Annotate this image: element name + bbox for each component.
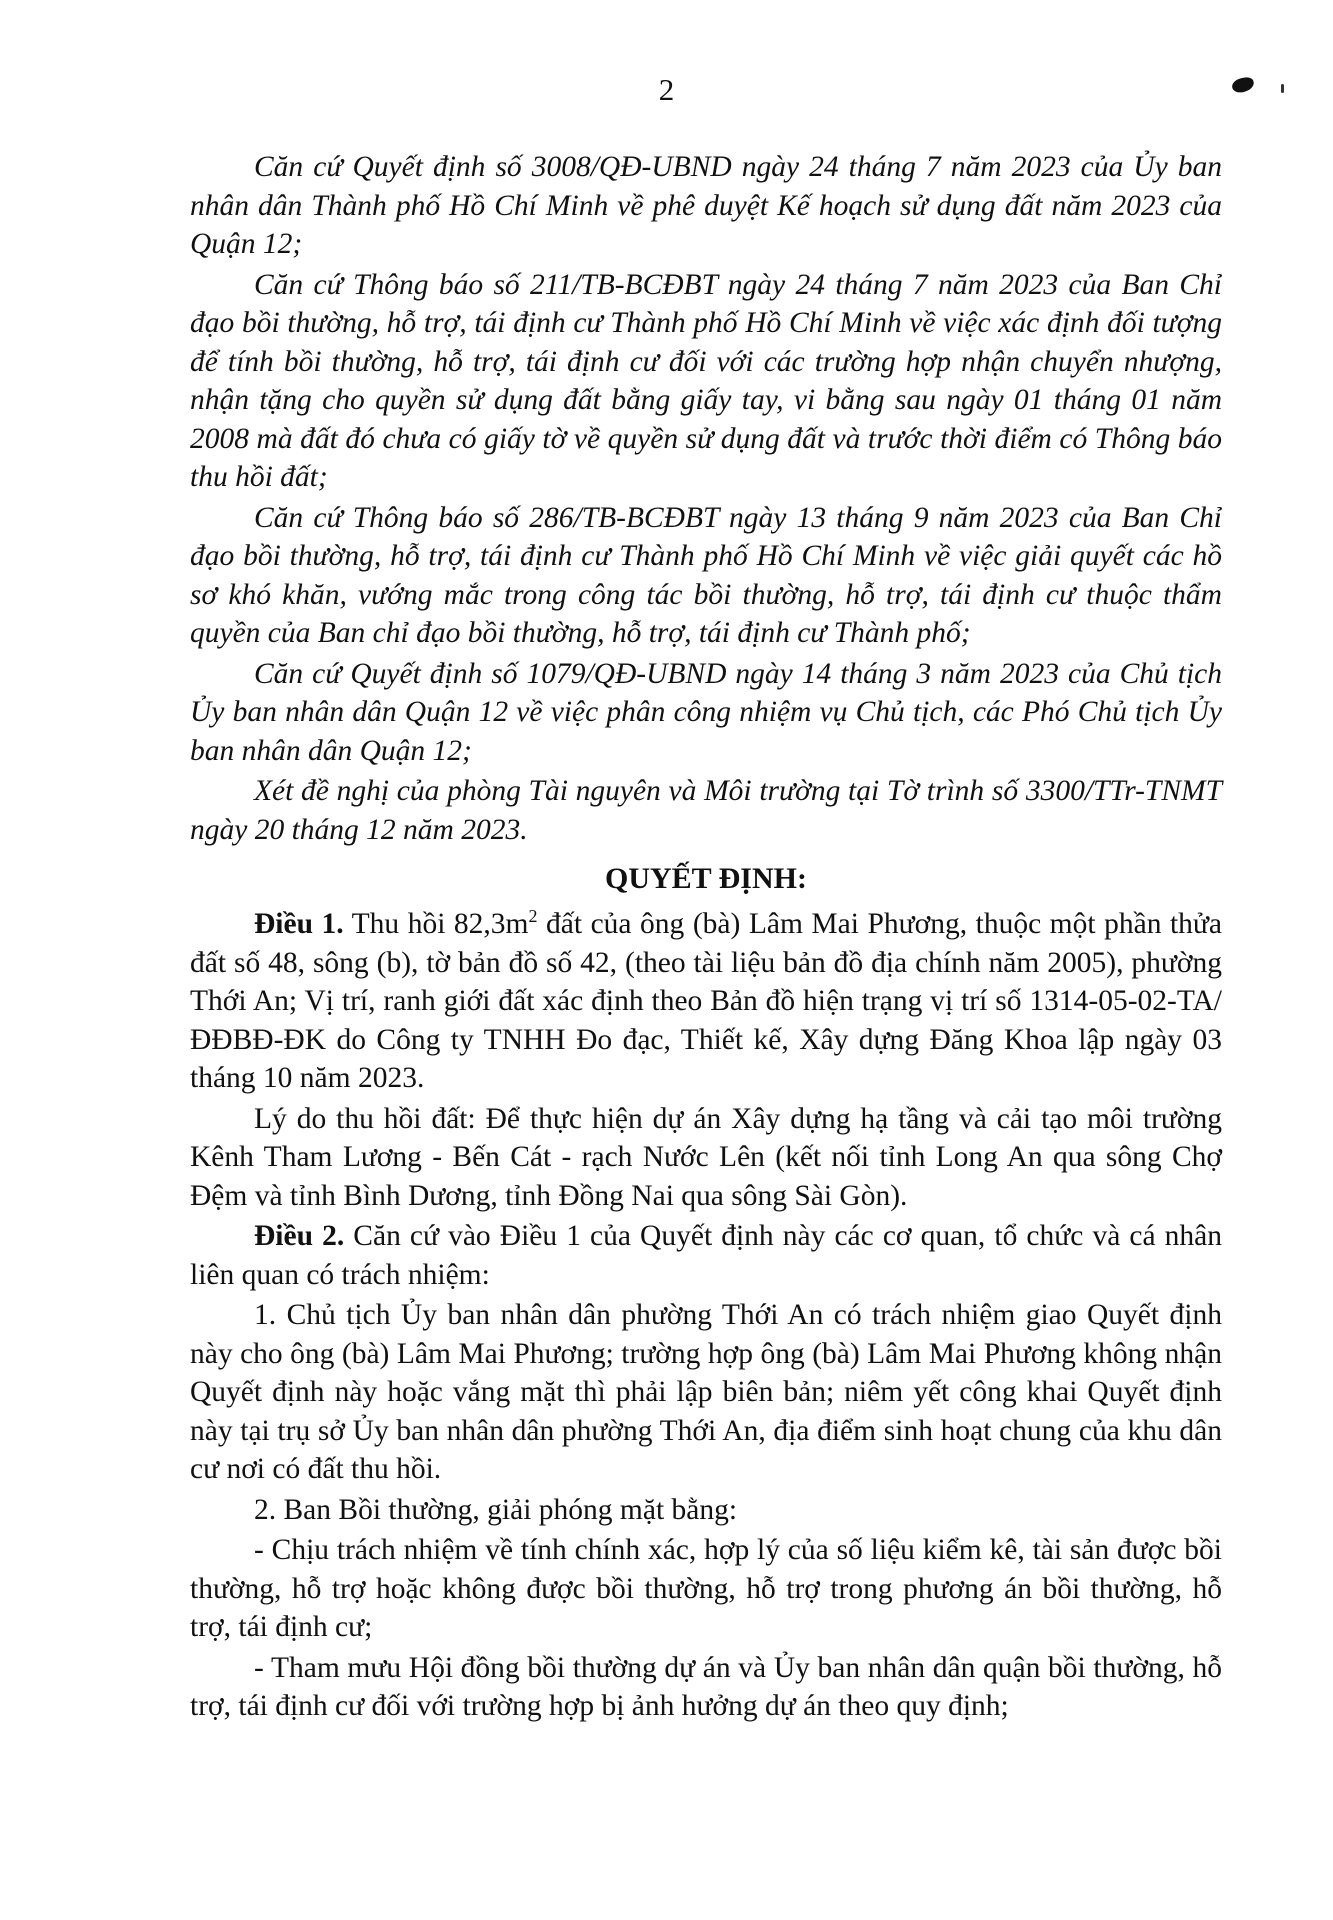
article-2-item: - Tham mưu Hội đồng bồi thường dự án và Ủy ban nhân dân quận bồi thường, hỗ trợ, tái định cư đối với trường hợp bị ảnh hưởng dự án theo quy định;: [190, 1651, 1222, 1722]
article-2-text: Căn cứ vào Điều 1 của Quyết định này các cơ quan, tổ chức và cá nhân liên quan có trách nhiệm:: [190, 1220, 1222, 1291]
article-1-paragraph: [190, 905, 1222, 1098]
article-2-item: - Chịu trách nhiệm về tính chính xác, hợp lý của số liệu kiểm kê, tài sản được bồi thường, hỗ trợ hoặc không được bồi thường, hỗ trợ trong phương án bồi thường, hỗ trợ, tái định cư;: [190, 1534, 1222, 1643]
decision-heading: QUYẾT ĐỊNH:: [605, 862, 807, 895]
preamble-paragraph: Căn cứ Thông báo số 286/TB-BCĐBT ngày 13 tháng 9 năm 2023 của Ban Chỉ đạo bồi thường, hỗ trợ, tái định cư Thành phố Hồ Chí Minh về việc giải quyết các hồ sơ khó khăn, vướng mắc trong công tác bồi thường, hỗ trợ, tái định cư thuộc thẩm quyền của Ban chỉ đạo bồi thường, hỗ trợ, tái định cư Thành phố;: [190, 501, 1222, 649]
article-2-paragraph: [190, 1217, 1222, 1294]
area-unit-superscript: 2: [528, 906, 538, 927]
article-1-text-cont: đất của ông (bà) Lâm Mai Phương, thuộc một phần thửa đất số 48, sông (b), tờ bản đồ số 42, (theo tài liệu bản đồ địa chính năm 2005), phường Thới An; Vị trí, ranh giới đất xác định theo Bản đồ hiện trạng vị trí số 1314-05-02-TA/ĐĐBĐ-ĐK do Công ty TNHH Đo đạc, Thiết kế, Xây dựng Đăng Khoa lập ngày 03 tháng 10 năm 2023.: [190, 908, 1222, 1094]
preamble-paragraph: Xét đề nghị của phòng Tài nguyên và Môi trường tại Tờ trình số 3300/TTr-TNMT ngày 20 tháng 12 năm 2023.: [190, 775, 1222, 846]
article-2-label: Điều 2.: [254, 1220, 345, 1252]
article-1-reason: Lý do thu hồi đất: Để thực hiện dự án Xây dựng hạ tầng và cải tạo môi trường Kênh Tham Lương - Bến Cát - rạch Nước Lên (kết nối tỉnh Long An qua sông Chợ Đệm và tỉnh Bình Dương, tỉnh Đồng Nai qua sông Sài Gòn).: [190, 1102, 1222, 1212]
document-body: [190, 148, 1222, 1728]
preamble-paragraph: Căn cứ Thông báo số 211/TB-BCĐBT ngày 24 tháng 7 năm 2023 của Ban Chỉ đạo bồi thường, hỗ trợ, tái định cư Thành phố Hồ Chí Minh về việc xác định đối tượng để tính bồi thường, hỗ trợ, tái định cư đối với các trường hợp nhận chuyển nhượng, nhận tặng cho quyền sử dụng đất bằng giấy tay, vi bằng sau ngày 01 tháng 01 năm 2008 mà đất đó chưa có giấy tờ về quyền sử dụng đất và trước thời điểm có Thông báo thu hồi đất;: [190, 268, 1222, 493]
article-2-item: 1. Chủ tịch Ủy ban nhân dân phường Thới An có trách nhiệm giao Quyết định này cho ông (bà) Lâm Mai Phương; trường hợp ông (bà) Lâm Mai Phương không nhận Quyết định này hoặc vắng mặt thì phải lập biên bản; niêm yết công khai Quyết định này tại trụ sở Ủy ban nhân dân phường Thới An, địa điểm sinh hoạt chung của khu dân cư nơi có đất thu hồi.: [190, 1299, 1222, 1485]
scan-mark: [1281, 84, 1284, 93]
article-1-text: Thu hồi 82,3m: [343, 908, 529, 940]
preamble-paragraph: Căn cứ Quyết định số 3008/QĐ-UBND ngày 24 tháng 7 năm 2023 của Ủy ban nhân dân Thành phố Hồ Chí Minh về phê duyệt Kế hoạch sử dụng đất năm 2023 của Quận 12;: [190, 151, 1222, 260]
page-number: 2: [658, 72, 675, 107]
preamble-paragraph: Căn cứ Quyết định số 1079/QĐ-UBND ngày 14 tháng 3 năm 2023 của Chủ tịch Ủy ban nhân dân Quận 12 về việc phân công nhiệm vụ Chủ tịch, các Phó Chủ tịch Ủy ban nhân dân Quận 12;: [190, 657, 1222, 767]
article-2-item: 2. Ban Bồi thường, giải phóng mặt bằng:: [254, 1493, 738, 1526]
article-1-label: Điều 1.: [254, 908, 344, 940]
